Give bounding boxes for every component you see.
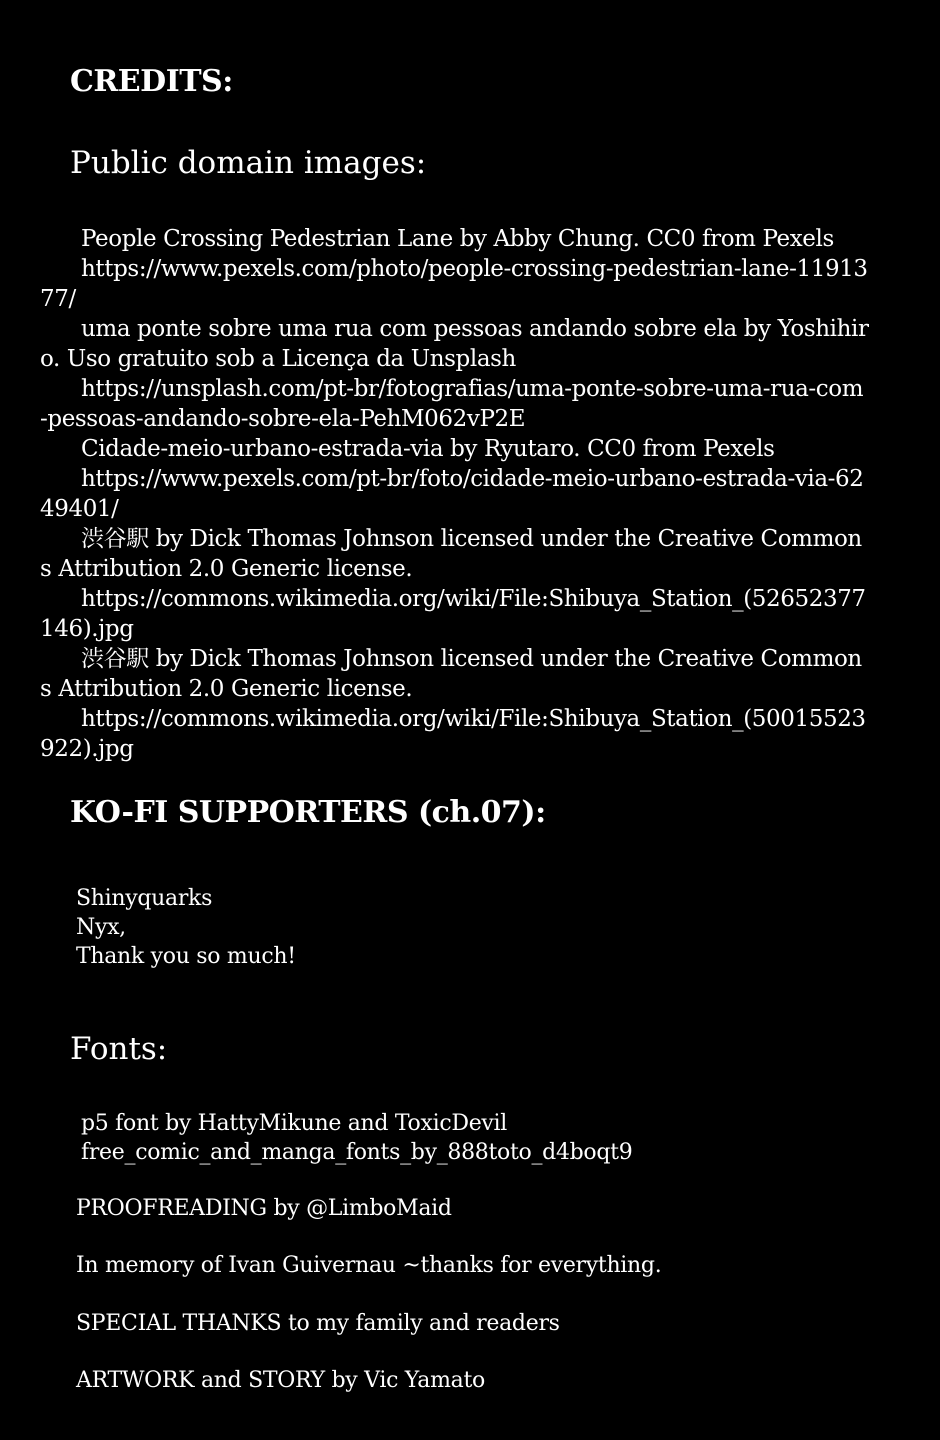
font-credit: free_comic_and_manga_fonts_by_888toto_d4boqt9	[81, 1140, 633, 1165]
kofi-heading: KO-FI SUPPORTERS (ch.07):	[70, 795, 546, 830]
fonts-heading: Fonts:	[70, 1031, 168, 1067]
font-credit: p5 font by HattyMikune and ToxicDevil	[81, 1111, 508, 1136]
credits-heading: CREDITS:	[70, 64, 233, 99]
public-domain-heading: Public domain images:	[70, 145, 427, 181]
image-credit-url: https://www.pexels.com/photo/people-crossing-pedestrian-lane-1191377/	[40, 256, 868, 312]
image-credit-url: https://unsplash.com/pt-br/fotografias/uma-ponte-sobre-uma-rua-com-pessoas-andando-sobre-ela-PehM062vP2E	[40, 376, 864, 432]
thank-you-note: Thank you so much!	[76, 944, 296, 969]
artwork-credit: ARTWORK and STORY by Vic Yamato	[76, 1368, 485, 1393]
image-credit-url: https://commons.wikimedia.org/wiki/File:Shibuya_Station_(52652377146).jpg	[40, 586, 866, 642]
image-credit-title: uma ponte sobre uma rua com pessoas andando sobre ela by Yoshihiro. Uso gratuito sob a Licença da Unsplash	[40, 316, 869, 372]
image-credit-url: https://commons.wikimedia.org/wiki/File:Shibuya_Station_(50015523922).jpg	[40, 706, 866, 762]
fonts-list	[81, 1109, 632, 1167]
supporters-list	[76, 884, 296, 971]
memorial-note: In memory of Ivan Guivernau ~thanks for everything.	[76, 1253, 662, 1278]
proofreading-credit: PROOFREADING by @LimboMaid	[76, 1196, 452, 1221]
image-credit-title: 渋谷駅 by Dick Thomas Johnson licensed under the Creative Commons Attribution 2.0 Generic license.	[40, 526, 862, 582]
image-credit-title: People Crossing Pedestrian Lane by Abby Chung. CC0 from Pexels	[81, 226, 834, 252]
supporter-name: Shinyquarks	[76, 886, 213, 911]
image-credit-title: 渋谷駅 by Dick Thomas Johnson licensed under the Creative Commons Attribution 2.0 Generic license.	[40, 646, 862, 702]
image-credits-list	[40, 224, 870, 764]
supporter-name: Nyx,	[76, 915, 126, 940]
image-credit-title: Cidade-meio-urbano-estrada-via by Ryutaro. CC0 from Pexels	[81, 436, 775, 462]
special-thanks: SPECIAL THANKS to my family and readers	[76, 1311, 560, 1336]
image-credit-url: https://www.pexels.com/pt-br/foto/cidade-meio-urbano-estrada-via-6249401/	[40, 466, 864, 522]
